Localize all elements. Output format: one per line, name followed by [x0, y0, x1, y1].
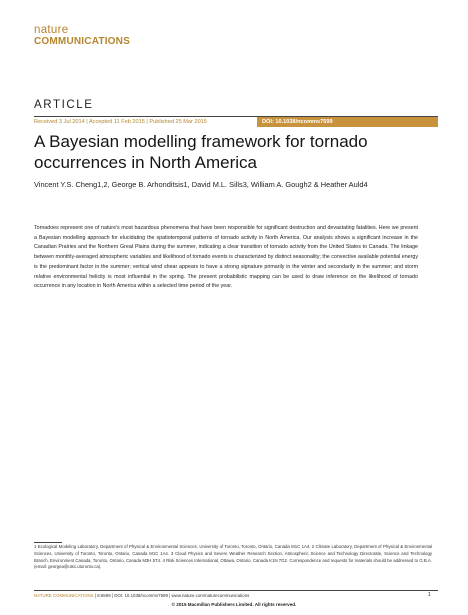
- article-title: A Bayesian modelling framework for tornado occurrences in North America: [34, 132, 368, 172]
- footer-citation: [34, 592, 249, 599]
- author-list: Vincent Y.S. Cheng1,2, George B. Arhonditsis1, David M.L. Sills3, William A. Gough2 & Heather Auld4: [34, 180, 368, 189]
- affiliation-divider: [34, 542, 62, 543]
- doi-badge[interactable]: DOI: 10.1038/ncomms7599: [257, 117, 438, 127]
- affiliations-text: 1 Ecological Modeling Laboratory, Department of Physical & Environmental Sciences, University of Toronto, Toronto, Ontario, Canada M1C 1A4. 2 Climate Laboratory, Department of Physical & Environmental Sciences, University of Toronto, Toronto, Ontario, Canada M1C 1A4. 3 Cloud Physics and Severe Weather Research Section, Atmospheric Science and Technology Directorate, Science and Technology Branch, Environment Canada, Toronto, Ontario, Canada M3H 5T4. 4 Risk Sciences International, Ottawa, Ontario, Canada K1N 7G2. Correspondence and requests for materials should be addressed to G.B.A. (email: georgea@utsc.utoronto.ca).: [34, 544, 432, 570]
- footer-divider: [34, 590, 438, 591]
- footer-citation-details: | 6:6599 | DOI: 10.1038/ncomms7599 | www.nature.com/naturecommunications: [94, 593, 250, 598]
- journal-logo-communications: COMMUNICATIONS: [34, 36, 130, 47]
- journal-logo-nature: nature: [34, 24, 69, 36]
- publication-dates: Received 3 Jul 2014 | Accepted 11 Feb 2015 | Published 25 Mar 2015: [34, 119, 207, 125]
- footer-journal-name: NATURE COMMUNICATIONS: [34, 593, 94, 598]
- article-type-label: ARTICLE: [34, 99, 94, 111]
- copyright-notice: © 2015 Macmillan Publishers Limited. All rights reserved.: [171, 602, 297, 607]
- abstract-text: Tornadoes represent one of nature's most hazardous phenomena that have been responsible for significant destruction and devastating fatalities. Here we present a Bayesian modelling approach for elucidating the spatiotemporal patterns of tornado activity in North America. Our analysis shows a significant increase in the Canadian Prairies and the Northern Great Plains during the summer, indicating a clear transition of tornado activity from the United States to Canada. The linkage between monthly-averaged atmospheric variables and likelihood of tornado events is characterized by distinct seasonality; the convective available potential energy is the predominant factor in the summer; vertical wind shear appears to have a strong signature primarily in the winter and secondarily in the summer; and storm relative environmental helicity is most influential in the spring. The present probabilistic mapping can be used to draw inference on the likelihood of tornado occurrence in any location in North America within a selected time period of the year.: [34, 225, 418, 290]
- page-number: 1: [428, 592, 431, 598]
